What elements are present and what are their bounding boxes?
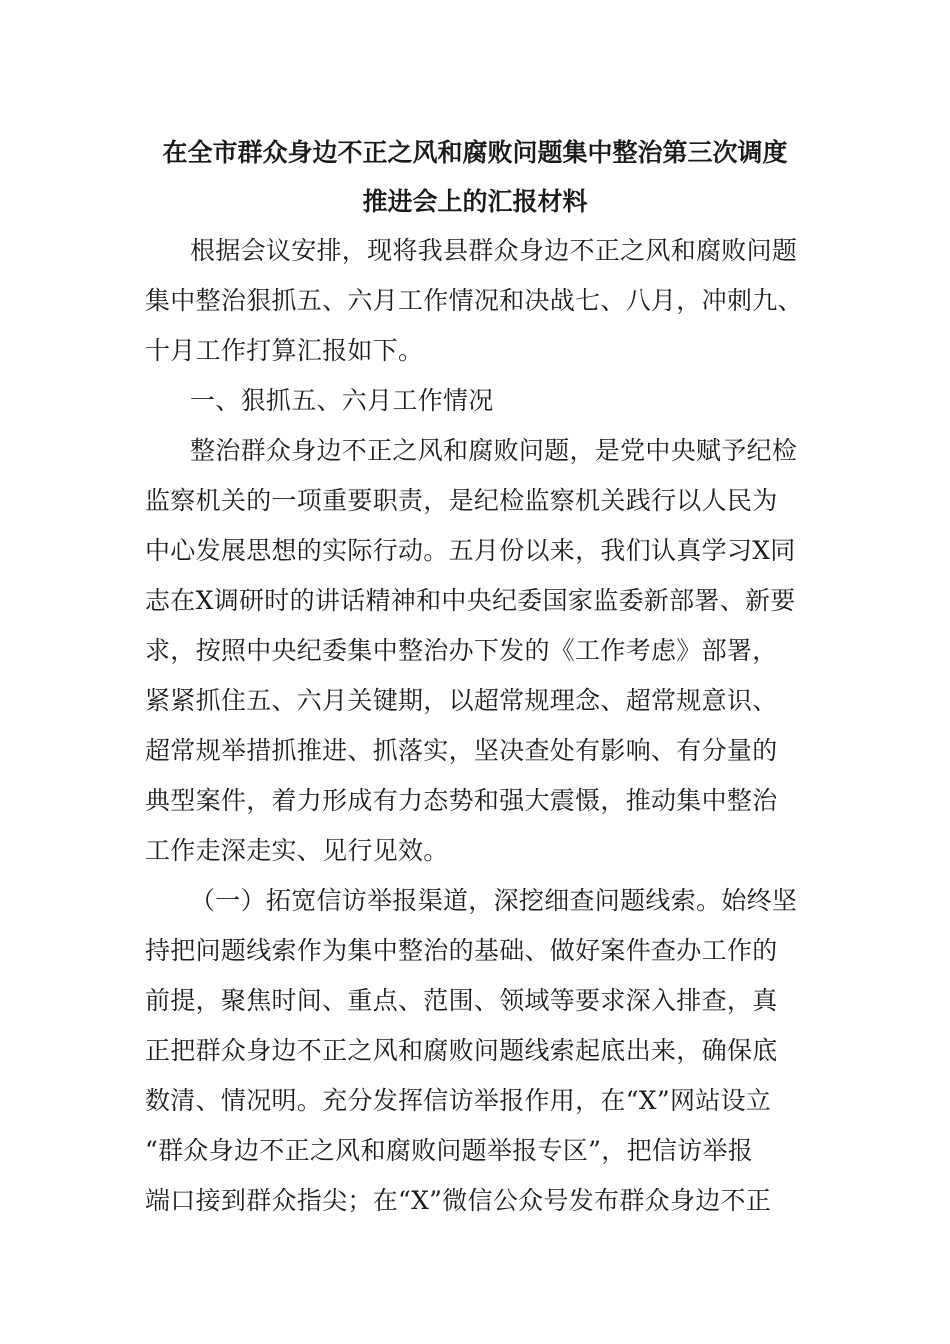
paragraph-line: “群众身边不正之风和腐败问题举报专区”，把信访举报: [145, 1136, 754, 1165]
subsection-heading-line: （一）拓宽信访举报渠道，深挖细查问题线索。始终坚: [190, 886, 798, 915]
paragraph-line: 超常规举措抓推进、抓落实，坚决查处有影响、有分量的: [145, 736, 778, 765]
paragraph-line: 监察机关的一项重要职责，是纪检监察机关践行以人民为: [145, 486, 778, 515]
paragraph-line: 根据会议安排，现将我县群众身边不正之风和腐败问题: [190, 236, 798, 265]
paragraph-line: 持把问题线索作为集中整治的基础、做好案件查办工作的: [145, 936, 778, 965]
paragraph-line: 集中整治狠抓五、六月工作情况和决战七、八月，冲刺九、: [145, 286, 803, 315]
paragraph-line: 中心发展思想的实际行动。五月份以来，我们认真学习X同: [145, 536, 796, 565]
paragraph-line: 正把群众身边不正之风和腐败问题线索起底出来，确保底: [145, 1036, 778, 1065]
paragraph-line: 志在X调研时的讲话精神和中央纪委国家监委新部署、新要: [145, 586, 796, 615]
paragraph-line: 典型案件，着力形成有力态势和强大震慑，推动集中整治: [145, 786, 778, 815]
paragraph-line: 工作走深走实、见行见效。: [145, 836, 449, 865]
paragraph-line: 十月工作打算汇报如下。: [145, 336, 424, 365]
section-heading: 一、狠抓五、六月工作情况: [190, 386, 494, 415]
paragraph-line: 前提，聚焦时间、重点、范围、领域等要求深入排查，真: [145, 986, 778, 1015]
document-title-line-1: 在全市群众身边不正之风和腐败问题集中整治第三次调度: [162, 138, 788, 167]
paragraph-line: 整治群众身边不正之风和腐败问题，是党中央赋予纪检: [190, 436, 798, 465]
paragraph-line: 数清、情况明。充分发挥信访举报作用，在“X”网站设立: [145, 1086, 772, 1115]
paragraph-line: 端口接到群众指尖；在“X”微信公众号发布群众身边不正: [145, 1186, 772, 1215]
paragraph-line: 求，按照中央纪委集中整治办下发的《工作考虑》部署，: [145, 636, 778, 665]
document-title-line-2: 推进会上的汇报材料: [362, 187, 588, 216]
paragraph-line: 紧紧抓住五、六月关键期，以超常规理念、超常规意识、: [145, 686, 778, 715]
